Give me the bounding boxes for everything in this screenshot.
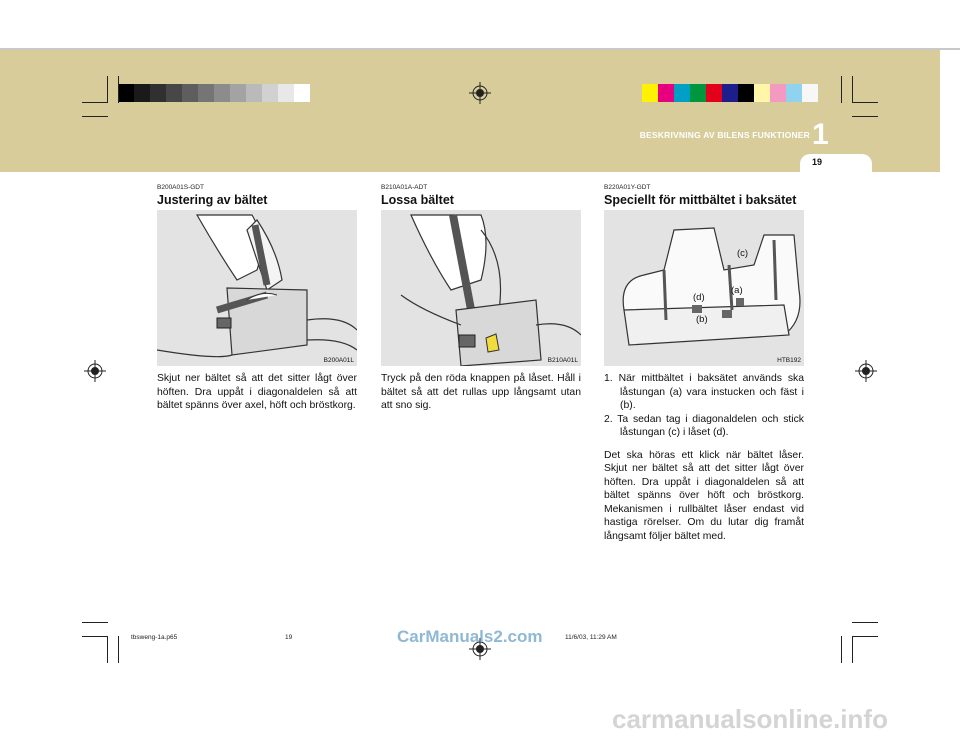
gray-swatch: [134, 84, 150, 102]
crop-mark: [107, 76, 108, 103]
buckle-release-illustration: [381, 210, 581, 366]
gray-swatch: [246, 84, 262, 102]
calibration-gray-bar: [118, 84, 310, 102]
color-swatch: [658, 84, 674, 102]
figure-belt-adjustment: [157, 210, 357, 366]
crop-mark: [852, 102, 878, 103]
gray-swatch: [294, 84, 310, 102]
watermark-link[interactable]: CarManuals2.com: [397, 627, 543, 646]
section-paragraph: Det ska höras ett klick när bältet låser. Skjut ner bältet så att det sitter lågt över höften. Dra uppåt i diagonaldelen så att bältet spänns över höft och bröstkorg. Mekanismen i rullbältet låser endast vid hastiga rörelser. Om du lutar dig framåt långsamt följer bältet med.: [604, 449, 804, 542]
crop-mark: [852, 116, 878, 117]
figure-caption: HTB192: [777, 357, 801, 364]
section-body: Tryck på den röda knappen på låset. Håll i bältet så att det rullas upp långsamt utan att sno sig.: [381, 373, 581, 411]
chapter-number: 1: [812, 118, 829, 151]
gray-swatch: [198, 84, 214, 102]
crop-mark: [82, 116, 108, 117]
figure-caption: B200A01L: [323, 357, 354, 364]
crop-mark: [852, 636, 853, 663]
rear-seat-illustration: [604, 210, 804, 366]
crop-mark: [82, 636, 108, 637]
figure-label-c: (c): [737, 248, 749, 259]
crop-mark: [107, 636, 108, 663]
gray-swatch: [214, 84, 230, 102]
gray-swatch: [118, 84, 134, 102]
gray-swatch: [166, 84, 182, 102]
section-center-belt: [604, 184, 804, 543]
crop-mark: [118, 76, 119, 103]
gray-swatch: [230, 84, 246, 102]
figure-label-a: (a): [731, 285, 743, 296]
section-title: Speciellt för mittbältet i baksätet: [604, 193, 797, 207]
color-swatch: [722, 84, 738, 102]
crop-mark: [852, 76, 853, 103]
section-body: [604, 372, 804, 543]
figure-label-b: (b): [696, 314, 708, 325]
gray-swatch: [182, 84, 198, 102]
page-tab: [800, 154, 872, 174]
color-swatch: [786, 84, 802, 102]
list-item: 2. Ta sedan tag i diagonaldelen och stick låstungan (c) i låset (d).: [604, 413, 804, 438]
crop-mark: [852, 622, 878, 623]
figure-caption: B210A01L: [547, 357, 578, 364]
figure-center-belt: [604, 210, 804, 366]
registration-mark-icon: [469, 82, 491, 104]
crop-mark: [852, 636, 878, 637]
registration-mark-icon: [855, 360, 877, 382]
section-title: Justering av bältet: [157, 193, 268, 207]
color-swatch: [802, 84, 818, 102]
color-swatch: [738, 84, 754, 102]
crop-mark: [841, 636, 842, 663]
color-swatch: [706, 84, 722, 102]
crop-mark: [118, 636, 119, 663]
crop-mark: [82, 102, 108, 103]
color-swatch: [674, 84, 690, 102]
footer-file: tbsweng-1a.p65: [131, 634, 178, 641]
color-swatch: [642, 84, 658, 102]
section-code: B200A01S-GDT: [157, 184, 204, 191]
section-body: Skjut ner bältet så att det sitter lågt över höften. Dra uppåt i diagonaldelen så att bältet spänns över axel, höft och bröstkorg.: [157, 373, 357, 411]
figure-release-belt: [381, 210, 581, 366]
figure-label-d: (d): [693, 292, 705, 303]
top-strip: [0, 48, 960, 50]
section-code: B220A01Y-GDT: [604, 184, 651, 191]
color-swatch: [770, 84, 786, 102]
section-belt-adjustment: [157, 184, 357, 413]
list-item: 1. När mittbältet i baksätet används ska låstungan (a) vara instucken och fäst i (b).: [604, 373, 804, 411]
seated-person-illustration: [157, 210, 357, 366]
color-swatch: [690, 84, 706, 102]
header-band: [0, 48, 940, 172]
section-title: BESKRIVNING AV BILENS FUNKTIONER: [639, 130, 810, 140]
gray-swatch: [150, 84, 166, 102]
crop-mark: [841, 76, 842, 103]
calibration-color-bar: [642, 84, 818, 102]
instruction-list: [604, 372, 804, 440]
section-release-belt: [381, 184, 581, 413]
page-number: 19: [812, 157, 823, 167]
registration-mark-icon: [84, 360, 106, 382]
gray-swatch: [262, 84, 278, 102]
section-code: B210A01A-ADT: [381, 184, 428, 191]
footer-timestamp: 11/6/03, 11:29 AM: [565, 634, 617, 641]
gray-swatch: [278, 84, 294, 102]
crop-mark: [82, 622, 108, 623]
watermark-site: carmanualsonline.info: [612, 704, 888, 734]
section-title: Lossa bältet: [381, 193, 454, 207]
color-swatch: [754, 84, 770, 102]
footer-page: 19: [285, 634, 293, 641]
